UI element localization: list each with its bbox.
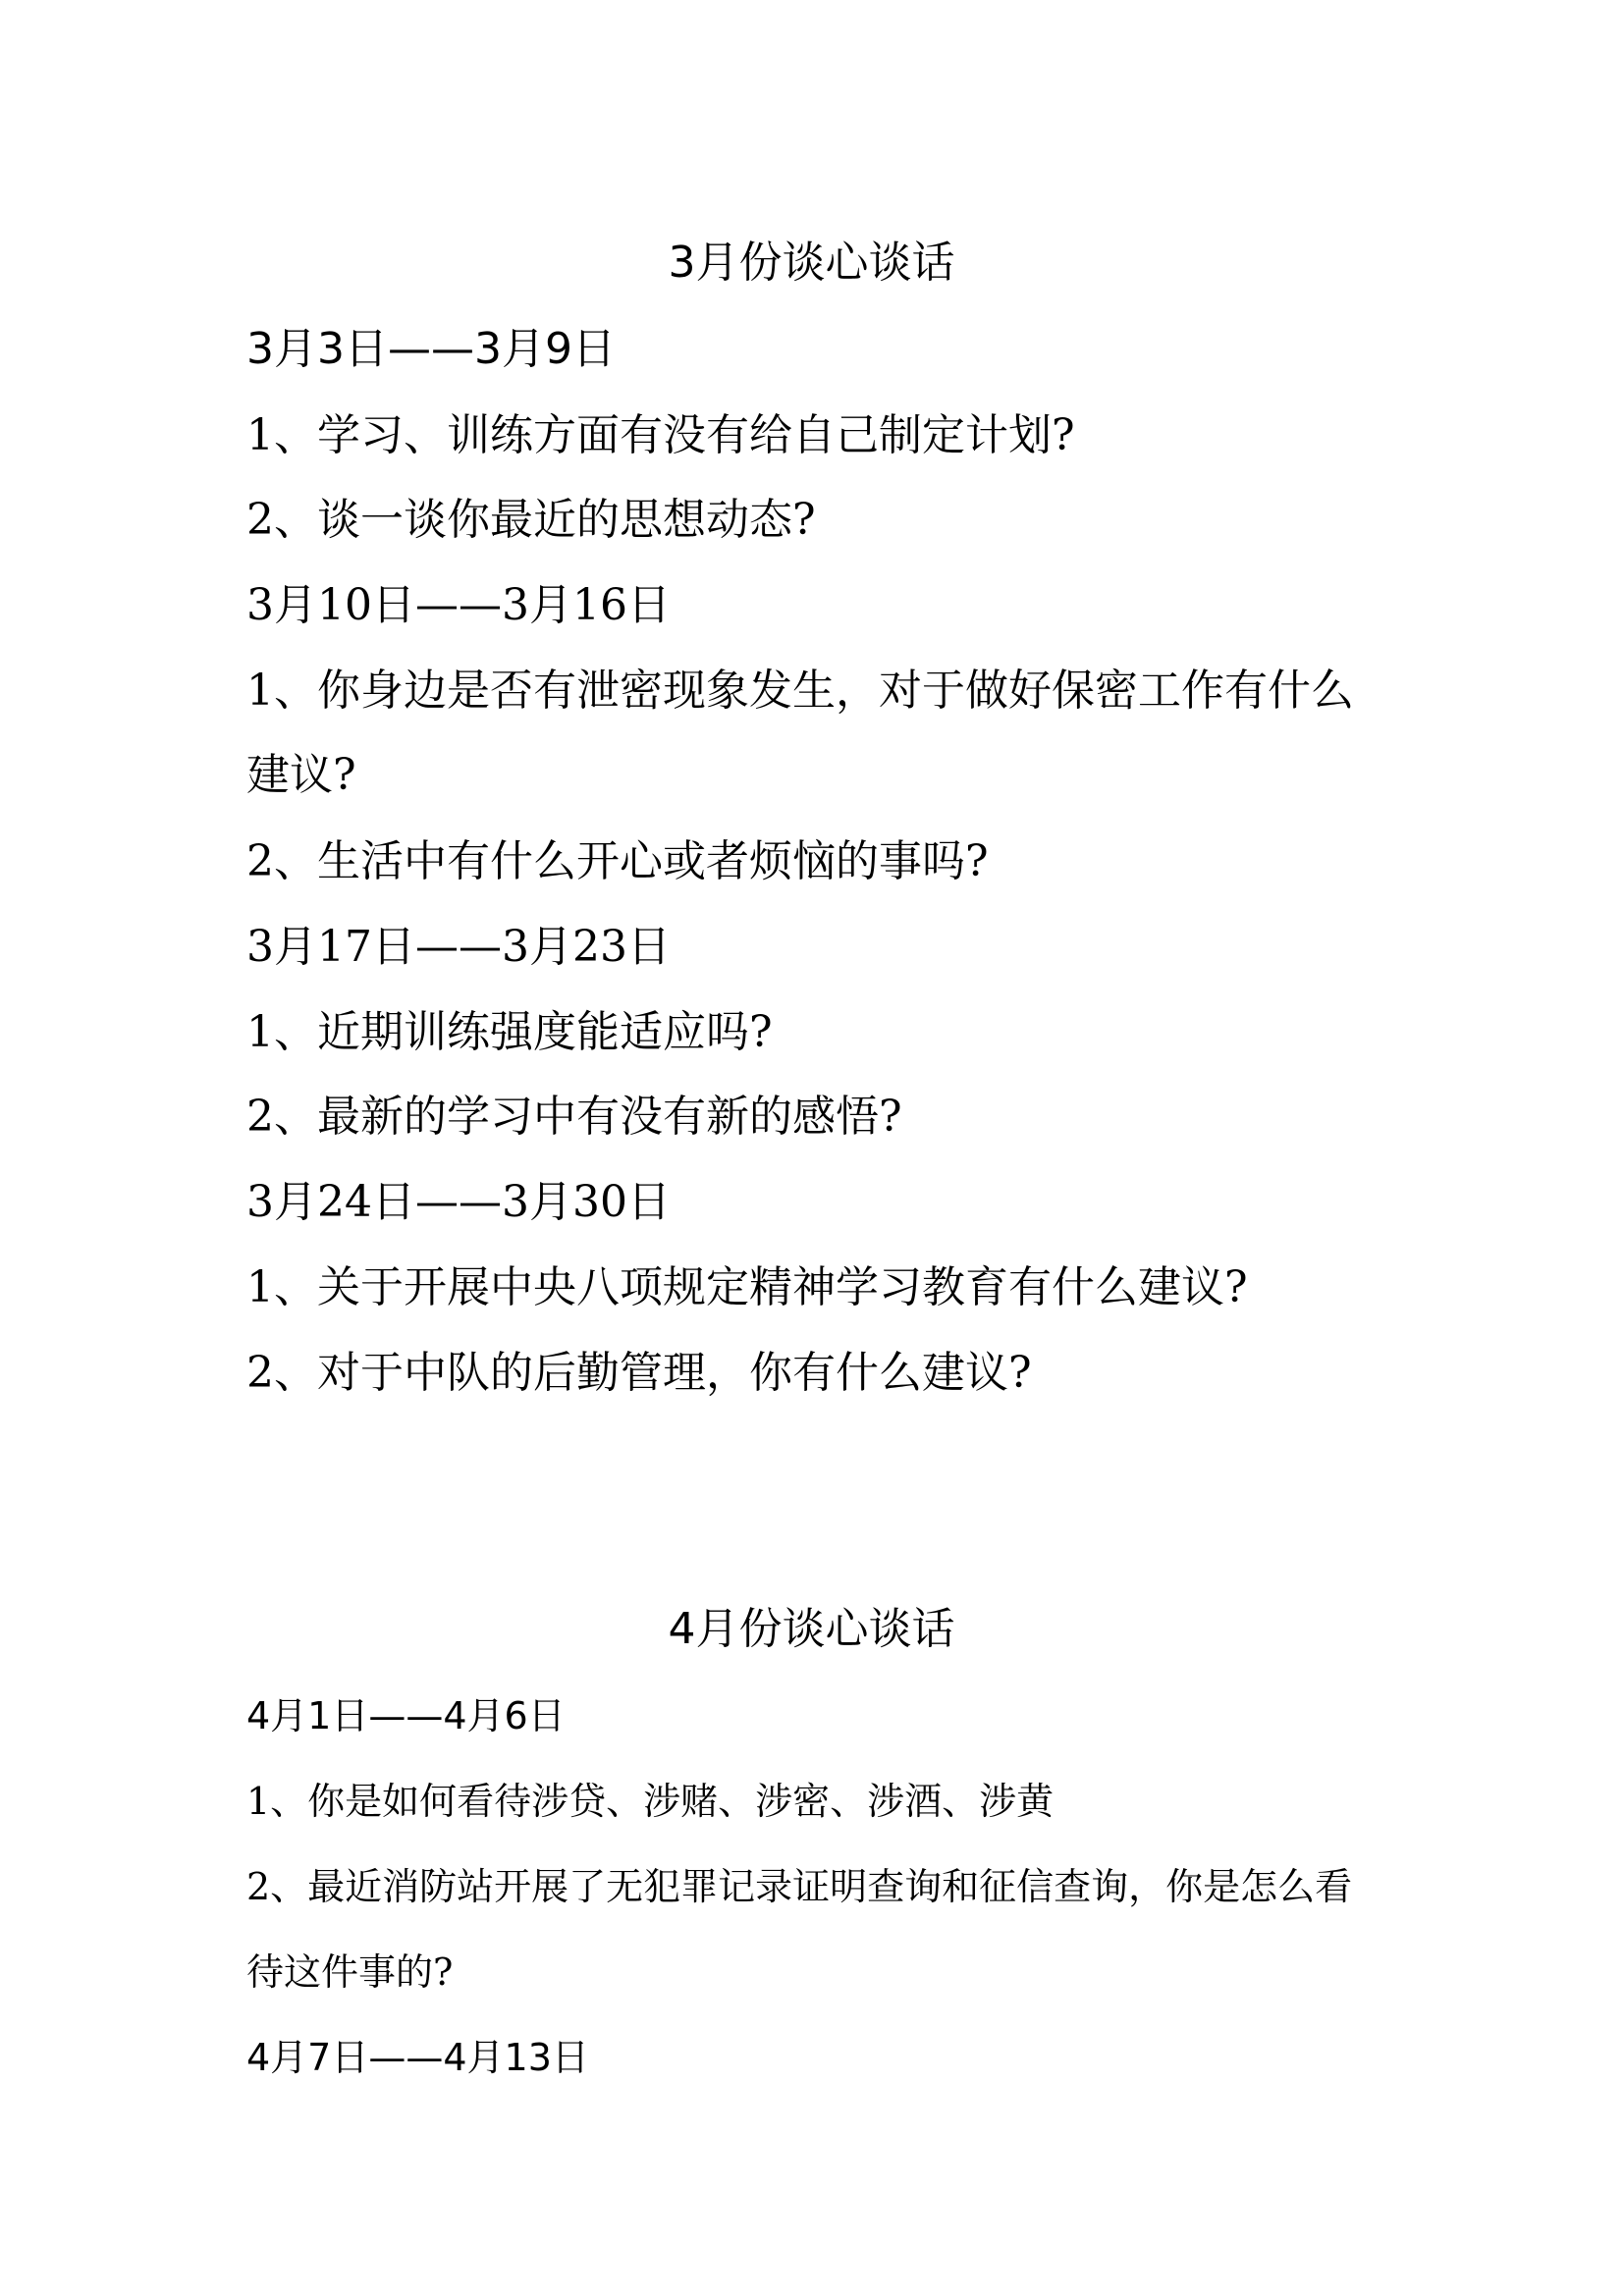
april-week1-range: 4月1日——4月6日 — [246, 1694, 566, 1737]
april-title: 4月份谈心谈话 — [668, 1604, 955, 1654]
march-week1-q1: 1、学习、训练方面有没有给自己制定计划? — [246, 410, 1075, 460]
march-week3-q2: 2、最新的学习中有没有新的感悟? — [246, 1092, 902, 1142]
march-title: 3月份谈心谈话 — [668, 238, 955, 288]
march-week1-range: 3月3日——3月9日 — [246, 324, 616, 374]
april-week1-q2: 2、最近消防站开展了无犯罪记录证明查询和征信查询，你是怎么看 — [246, 1865, 1353, 1908]
april-week1-q2-cont: 待这件事的? — [246, 1950, 454, 1994]
march-week4-range: 3月24日——3月30日 — [246, 1177, 671, 1227]
april-week2-range: 4月7日——4月13日 — [246, 2036, 589, 2079]
march-week2-q1-cont: 建议? — [246, 750, 356, 800]
april-week1-q1: 1、你是如何看待涉贷、涉赌、涉密、涉酒、涉黄 — [246, 1780, 1055, 1823]
march-week3-q1: 1、近期训练强度能适应吗? — [246, 1007, 773, 1057]
march-week1-q2: 2、谈一谈你最近的思想动态? — [246, 495, 816, 545]
march-week4-q1: 1、关于开展中央八项规定精神学习教育有什么建议? — [246, 1262, 1248, 1312]
march-week2-range: 3月10日——3月16日 — [246, 580, 671, 630]
march-week2-q1: 1、你身边是否有泄密现象发生，对于做好保密工作有什么 — [246, 666, 1354, 716]
march-week3-range: 3月17日——3月23日 — [246, 922, 671, 972]
march-week4-q2: 2、对于中队的后勤管理，你有什么建议? — [246, 1348, 1032, 1398]
march-week2-q2: 2、生活中有什么开心或者烦恼的事吗? — [246, 836, 989, 886]
